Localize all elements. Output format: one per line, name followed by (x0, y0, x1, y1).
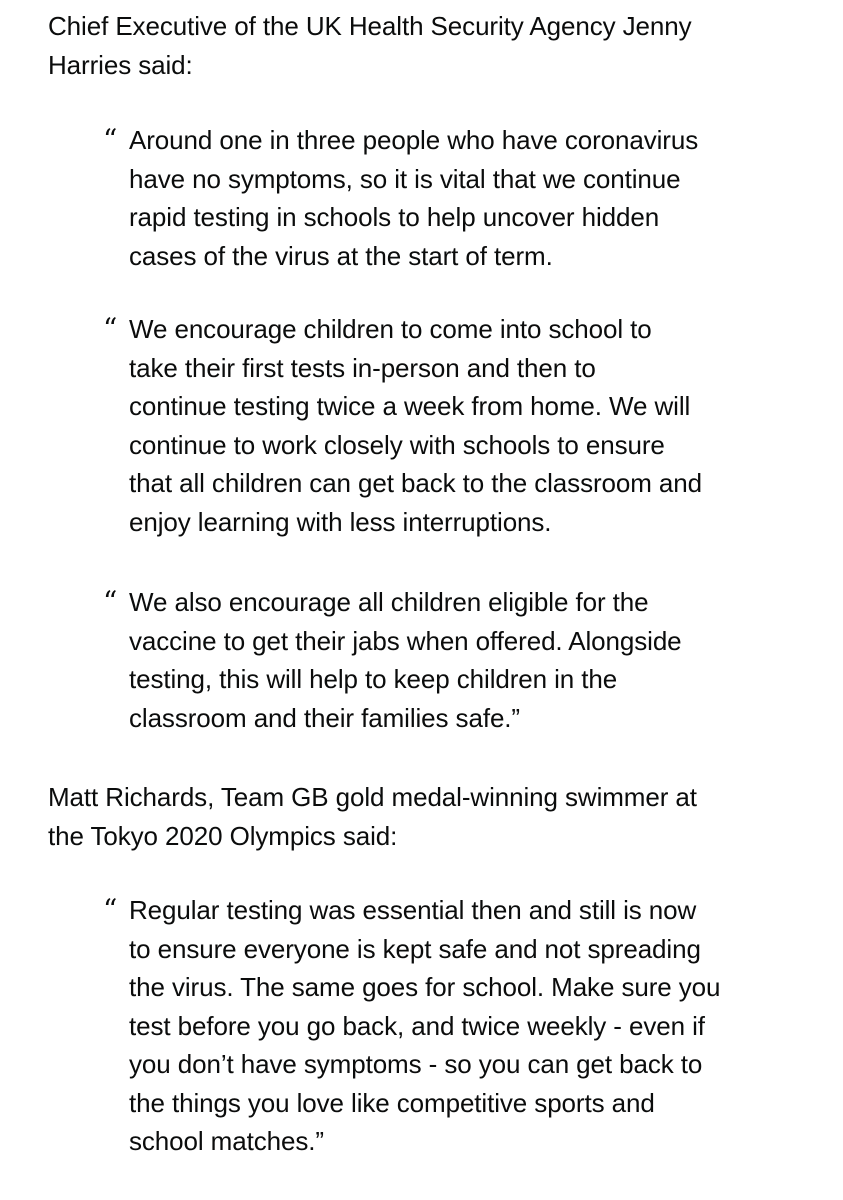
intro-paragraph-harries (48, 7, 692, 84)
text-line: Regular testing was essential then and still is now (129, 895, 697, 925)
text-line: test before you go back, and twice weekly - even if (129, 1010, 705, 1041)
blockquote-richards (103, 891, 803, 1161)
text-line: the things you love like competitive sports and (129, 1087, 655, 1118)
quote-text (129, 891, 803, 1161)
text-line: enjoy learning with less interruptions. (129, 506, 552, 537)
quote-text (129, 310, 803, 541)
quote-mark: “ (103, 123, 118, 156)
text-line: that all children can get back to the classroom and (129, 468, 703, 498)
quote-mark: “ (103, 585, 118, 618)
text-line: Harries said: (48, 49, 193, 80)
text-line: We encourage children to come into school to (129, 314, 652, 344)
text-line: testing, this will help to keep children in the (129, 664, 618, 694)
text-line: you don’t have symptoms - so you can get back to (129, 1049, 703, 1079)
text-line: cases of the virus at the start of term. (129, 240, 553, 271)
quote-text (129, 121, 803, 275)
blockquote-harries-2 (103, 310, 803, 541)
text-line: Chief Executive of the UK Health Security Agency Jenny (48, 11, 692, 41)
text-line: rapid testing in schools to help uncover hidden (129, 202, 660, 232)
text-line: school matches.” (129, 1126, 324, 1156)
text-line: classroom and their families safe.” (129, 702, 520, 733)
text-line: continue testing twice a week from home. We will (129, 391, 691, 421)
quote-text (129, 583, 803, 737)
quote-mark: “ (103, 893, 118, 926)
text-line: the Tokyo 2020 Olympics said: (48, 820, 398, 851)
text-line: have no symptoms, so it is vital that we continue (129, 163, 681, 194)
text-line: continue to work closely with schools to ensure (129, 429, 665, 460)
quote-mark: “ (103, 312, 118, 345)
blockquote-harries-1 (103, 121, 803, 275)
text-line: We also encourage all children eligible for the (129, 587, 649, 617)
text-line: the virus. The same goes for school. Make sure you (129, 972, 721, 1002)
intro-paragraph-richards (48, 778, 697, 855)
text-line: to ensure everyone is kept safe and not spreading (129, 933, 701, 964)
text-line: take their first tests in-person and then to (129, 352, 596, 383)
blockquote-harries-3 (103, 583, 803, 737)
text-line: vaccine to get their jabs when offered. Alongside (129, 625, 682, 656)
text-line: Around one in three people who have coronavirus (129, 125, 699, 155)
text-line: Matt Richards, Team GB gold medal-winning swimmer at (48, 782, 697, 812)
